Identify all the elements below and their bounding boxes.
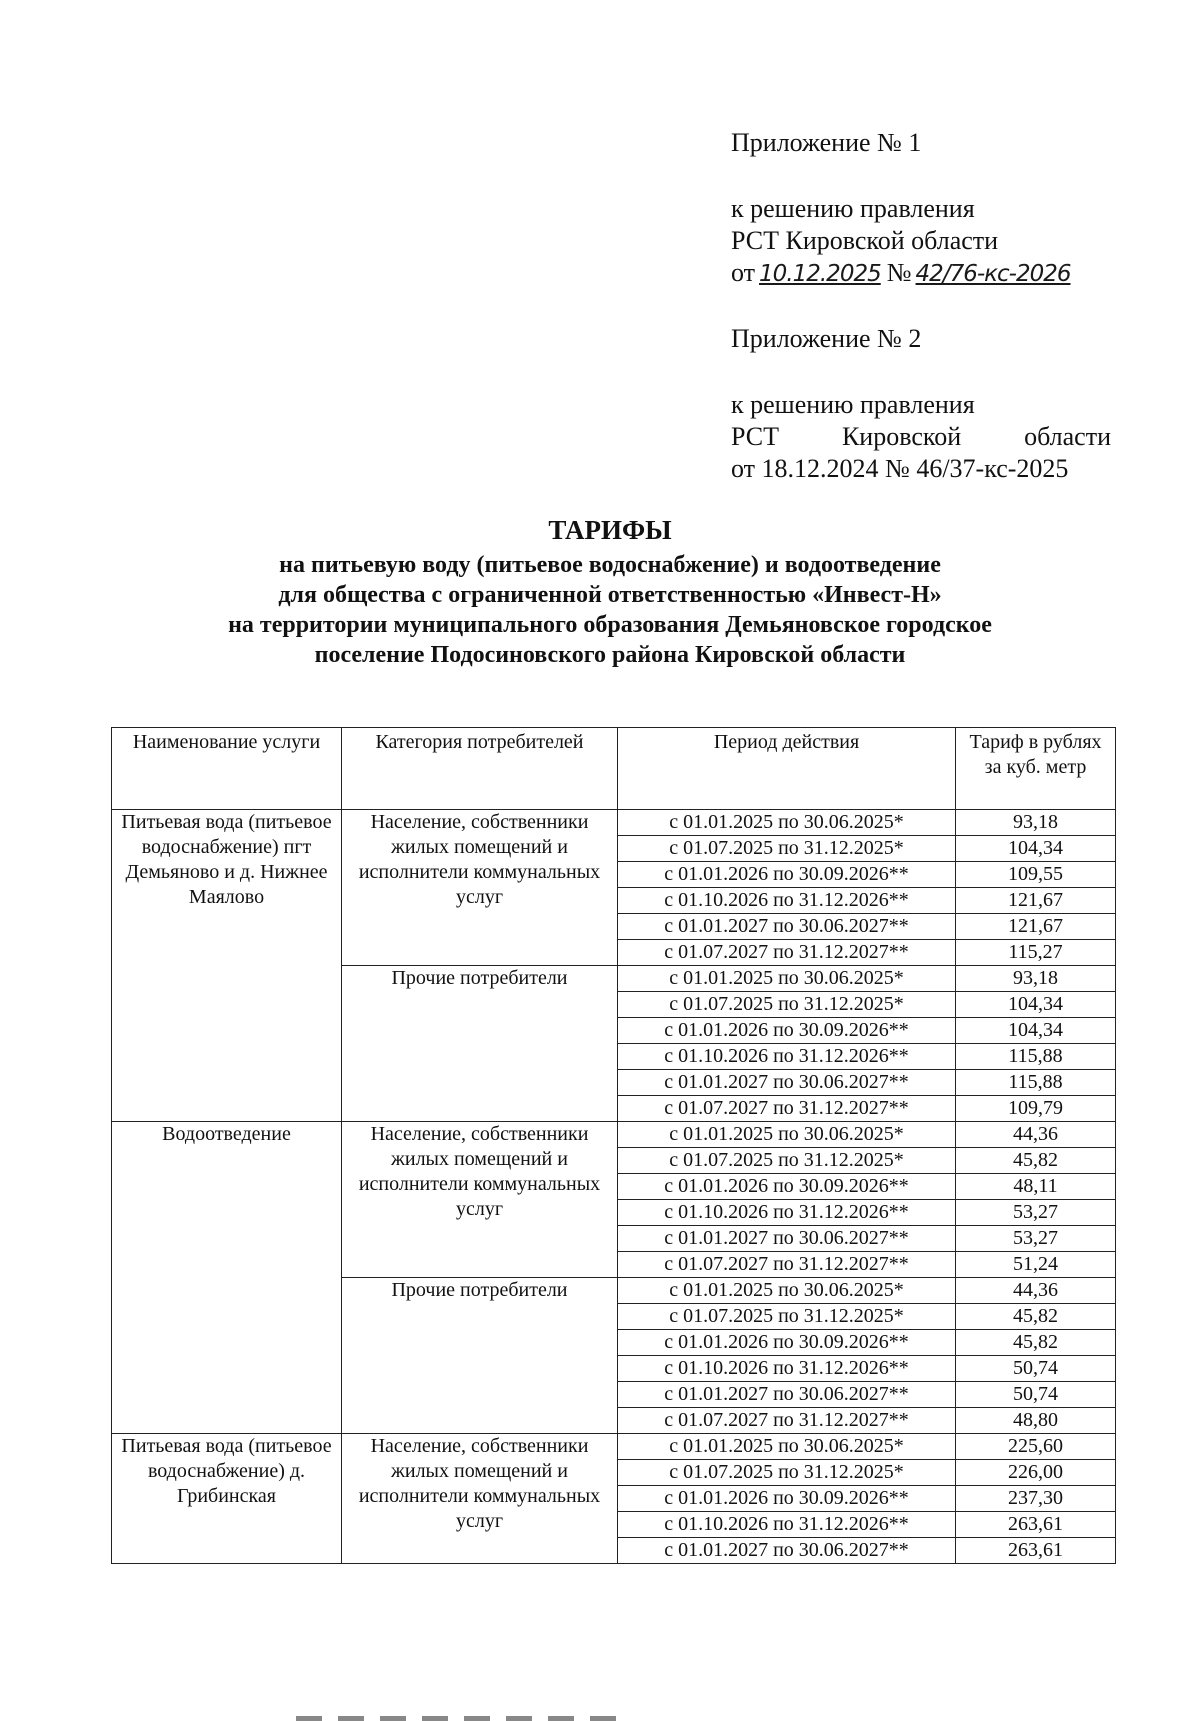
- period-cell: с 01.01.2025 по 30.06.2025*: [618, 966, 956, 992]
- appendix-2-word-2: Кировской: [841, 422, 962, 451]
- period-cell: с 01.01.2026 по 30.09.2026**: [618, 1018, 956, 1044]
- title-line-3: на территории муниципального образования Демьяновское городское: [228, 612, 992, 638]
- period-cell: с 01.10.2026 по 31.12.2026**: [618, 1044, 956, 1070]
- table-row: [112, 810, 1116, 836]
- tariff-cell: 121,67: [956, 914, 1116, 940]
- tariff-cell: 121,67: [956, 888, 1116, 914]
- tariff-cell: 45,82: [956, 1148, 1116, 1174]
- period-cell: с 01.01.2027 по 30.06.2027**: [618, 1538, 956, 1564]
- tariff-cell: 226,00: [956, 1460, 1116, 1486]
- period-cell: с 01.01.2026 по 30.09.2026**: [618, 1174, 956, 1200]
- period-cell: с 01.07.2027 по 31.12.2027**: [618, 1252, 956, 1278]
- service-cell: Питьевая вода (питьевое водоснабжение) пгт Демьяново и д. Нижнее Маялово: [112, 810, 342, 1122]
- period-cell: с 01.01.2027 по 30.06.2027**: [618, 1070, 956, 1096]
- tariff-cell: 45,82: [956, 1330, 1116, 1356]
- appendix-2-word-3: области: [1024, 422, 1111, 451]
- title-main: ТАРИФЫ: [548, 515, 672, 545]
- period-cell: с 01.07.2027 по 31.12.2027**: [618, 1096, 956, 1122]
- period-cell: с 01.10.2026 по 31.12.2026**: [618, 1356, 956, 1382]
- period-cell: с 01.07.2025 по 31.12.2025*: [618, 836, 956, 862]
- appendix-1-line2: РСТ Кировской области: [731, 226, 999, 255]
- tariff-cell: 50,74: [956, 1382, 1116, 1408]
- tariff-cell: 109,79: [956, 1096, 1116, 1122]
- tariff-cell: 263,61: [956, 1538, 1116, 1564]
- from-label: от: [731, 258, 756, 287]
- period-cell: с 01.07.2027 по 31.12.2027**: [618, 940, 956, 966]
- title-line-4: поселение Подосиновского района Кировской области: [314, 642, 906, 668]
- tariff-cell: 53,27: [956, 1226, 1116, 1252]
- header-service: Наименование услуги: [112, 728, 342, 810]
- period-cell: с 01.07.2025 по 31.12.2025*: [618, 992, 956, 1018]
- period-cell: с 01.10.2026 по 31.12.2026**: [618, 888, 956, 914]
- period-cell: с 01.07.2025 по 31.12.2025*: [618, 1304, 956, 1330]
- period-cell: с 01.01.2025 по 30.06.2025*: [618, 1122, 956, 1148]
- appendix-1-line1: к решению правления: [731, 194, 975, 223]
- tariff-cell: 93,18: [956, 966, 1116, 992]
- tariff-cell: 237,30: [956, 1486, 1116, 1512]
- tariff-cell: 45,82: [956, 1304, 1116, 1330]
- tariff-cell: 104,34: [956, 992, 1116, 1018]
- tariff-cell: 48,11: [956, 1174, 1116, 1200]
- table-header-row: [112, 728, 1116, 810]
- number-label: №: [886, 258, 912, 287]
- tariff-cell: 109,55: [956, 862, 1116, 888]
- appendix-2-line1: к решению правления: [731, 390, 975, 419]
- document-title: [110, 514, 1110, 670]
- category-cell: Прочие потребители: [342, 966, 618, 1122]
- tariff-cell: 44,36: [956, 1122, 1116, 1148]
- title-line-1: на питьевую воду (питьевое водоснабжение) и водоотведение: [279, 552, 941, 578]
- service-cell: Питьевая вода (питьевое водоснабжение) д. Грибинская: [112, 1434, 342, 1564]
- appendix-1-date-line: [731, 257, 1111, 290]
- title-line-2: для общества с ограниченной ответственностью «Инвест-Н»: [278, 582, 942, 608]
- period-cell: с 01.01.2025 по 30.06.2025*: [618, 1434, 956, 1460]
- tariff-cell: 50,74: [956, 1356, 1116, 1382]
- service-cell: Водоотведение: [112, 1122, 342, 1434]
- tariff-cell: 115,27: [956, 940, 1116, 966]
- header-tariff: Тариф в рублях за куб. метр: [956, 728, 1116, 810]
- period-cell: с 01.10.2026 по 31.12.2026**: [618, 1200, 956, 1226]
- category-cell: Население, собственники жилых помещений и исполнители коммунальных услуг: [342, 1122, 618, 1278]
- appendix-1-block: [731, 127, 1111, 290]
- tariff-cell: 263,61: [956, 1512, 1116, 1538]
- category-cell: Население, собственники жилых помещений и исполнители коммунальных услуг: [342, 1434, 618, 1564]
- appendix-2-title: Приложение № 2: [731, 324, 922, 353]
- period-cell: с 01.01.2027 по 30.06.2027**: [618, 914, 956, 940]
- period-cell: с 01.07.2025 по 31.12.2025*: [618, 1460, 956, 1486]
- header-period: Период действия: [618, 728, 956, 810]
- table-row: [112, 1122, 1116, 1148]
- category-cell: Население, собственники жилых помещений и исполнители коммунальных услуг: [342, 810, 618, 966]
- tariff-cell: 225,60: [956, 1434, 1116, 1460]
- handwritten-date: 10.12.2025: [759, 261, 881, 287]
- tariff-cell: 48,80: [956, 1408, 1116, 1434]
- handwritten-number: 42/76-кс-2026: [915, 261, 1071, 287]
- tariff-cell: 51,24: [956, 1252, 1116, 1278]
- table-row: [112, 1434, 1116, 1460]
- tariff-cell: 115,88: [956, 1070, 1116, 1096]
- appendix-1-title: Приложение № 1: [731, 128, 922, 157]
- category-cell: Прочие потребители: [342, 1278, 618, 1434]
- appendix-2-line3: от 18.12.2024 № 46/37-кс-2025: [731, 454, 1069, 483]
- tariff-cell: 93,18: [956, 810, 1116, 836]
- tariff-cell: 104,34: [956, 836, 1116, 862]
- period-cell: с 01.10.2026 по 31.12.2026**: [618, 1512, 956, 1538]
- period-cell: с 01.01.2026 по 30.09.2026**: [618, 862, 956, 888]
- period-cell: с 01.01.2026 по 30.09.2026**: [618, 1486, 956, 1512]
- table-body: [112, 810, 1116, 1564]
- appendix-2-line2: [731, 421, 1111, 453]
- period-cell: с 01.01.2025 по 30.06.2025*: [618, 1278, 956, 1304]
- period-cell: с 01.01.2026 по 30.09.2026**: [618, 1330, 956, 1356]
- bottom-edge-mark: [296, 1716, 626, 1721]
- period-cell: с 01.01.2027 по 30.06.2027**: [618, 1382, 956, 1408]
- period-cell: с 01.01.2025 по 30.06.2025*: [618, 810, 956, 836]
- period-cell: с 01.07.2027 по 31.12.2027**: [618, 1408, 956, 1434]
- tariff-cell: 53,27: [956, 1200, 1116, 1226]
- appendix-2-word-1: РСТ: [731, 422, 780, 451]
- tariff-cell: 44,36: [956, 1278, 1116, 1304]
- header-category: Категория потребителей: [342, 728, 618, 810]
- period-cell: с 01.07.2025 по 31.12.2025*: [618, 1148, 956, 1174]
- tariff-table: [111, 727, 1116, 1564]
- period-cell: с 01.01.2027 по 30.06.2027**: [618, 1226, 956, 1252]
- tariff-cell: 115,88: [956, 1044, 1116, 1070]
- appendix-2-block: [731, 323, 1111, 485]
- tariff-cell: 104,34: [956, 1018, 1116, 1044]
